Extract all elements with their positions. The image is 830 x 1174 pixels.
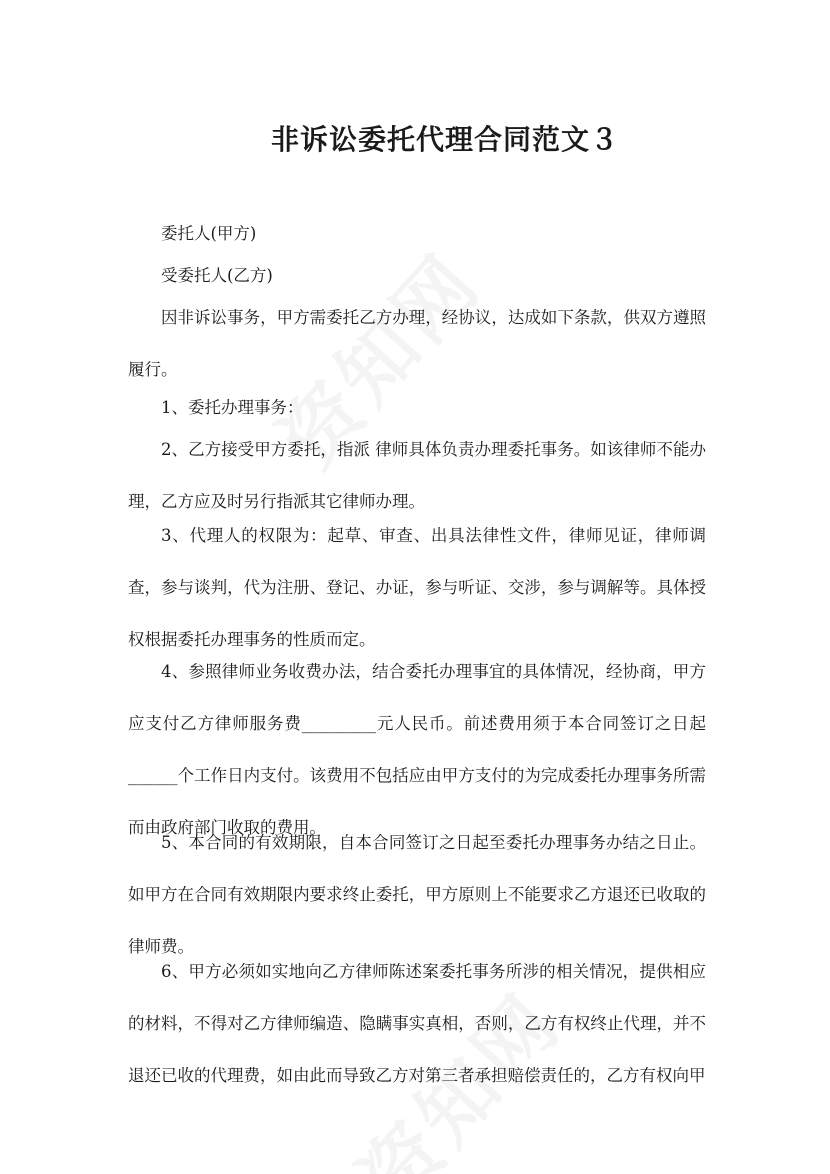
paragraph-preamble: 因非诉讼事务，甲方需委托乙方办理，经协议，达成如下条款，供双方遵照履行。 [128,308,706,379]
paragraph-clause-4: 4、参照律师业务收费办法，结合委托办理事宜的具体情况，经协商，甲方应支付乙方律师服务费_________元人民币。前述费用须于本合同签订之日起______个工作日内支付。该费用不包括应由甲方支付的为完成委托办理事务所需而由政府部门收取的费用。 [128,662,706,837]
paragraph-principal: 委托人(甲方) [161,224,257,243]
paragraph-clause-6: 6、甲方必须如实地向乙方律师陈述案委托事务所涉的相关情况，提供相应的材料，不得对乙方律师编造、隐瞒事实真相，否则，乙方有权终止代理，并不退还已收的代理费，如由此而导致乙方对第三者承担赔偿责任的，乙方有权向甲 [128,962,706,1085]
paragraph-clause-3: 3、代理人的权限为：起草、审查、出具法律性文件，律师见证，律师调查，参与谈判，代为注册、登记、办证，参与听证、交涉，参与调解等。具体授权根据委托办理事务的性质而定。 [128,526,706,649]
paragraph-clause-2: 2、乙方接受甲方委托，指派 律师具体负责办理委托事务。如该律师不能办理，乙方应及时另行指派其它律师办理。 [128,440,706,511]
document-title: 非诉讼委托代理合同范文３ [270,123,619,156]
paragraph-clause-5: 5、本合同的有效期限，自本合同签订之日起至委托办理事务办结之日止。如甲方在合同有效期限内要求终止委托，甲方原则上不能要求乙方退还已收取的律师费。 [128,833,706,956]
paragraph-clause-1: 1、委托办理事务： [161,398,304,417]
paragraph-agent: 受委托人(乙方) [161,266,273,285]
